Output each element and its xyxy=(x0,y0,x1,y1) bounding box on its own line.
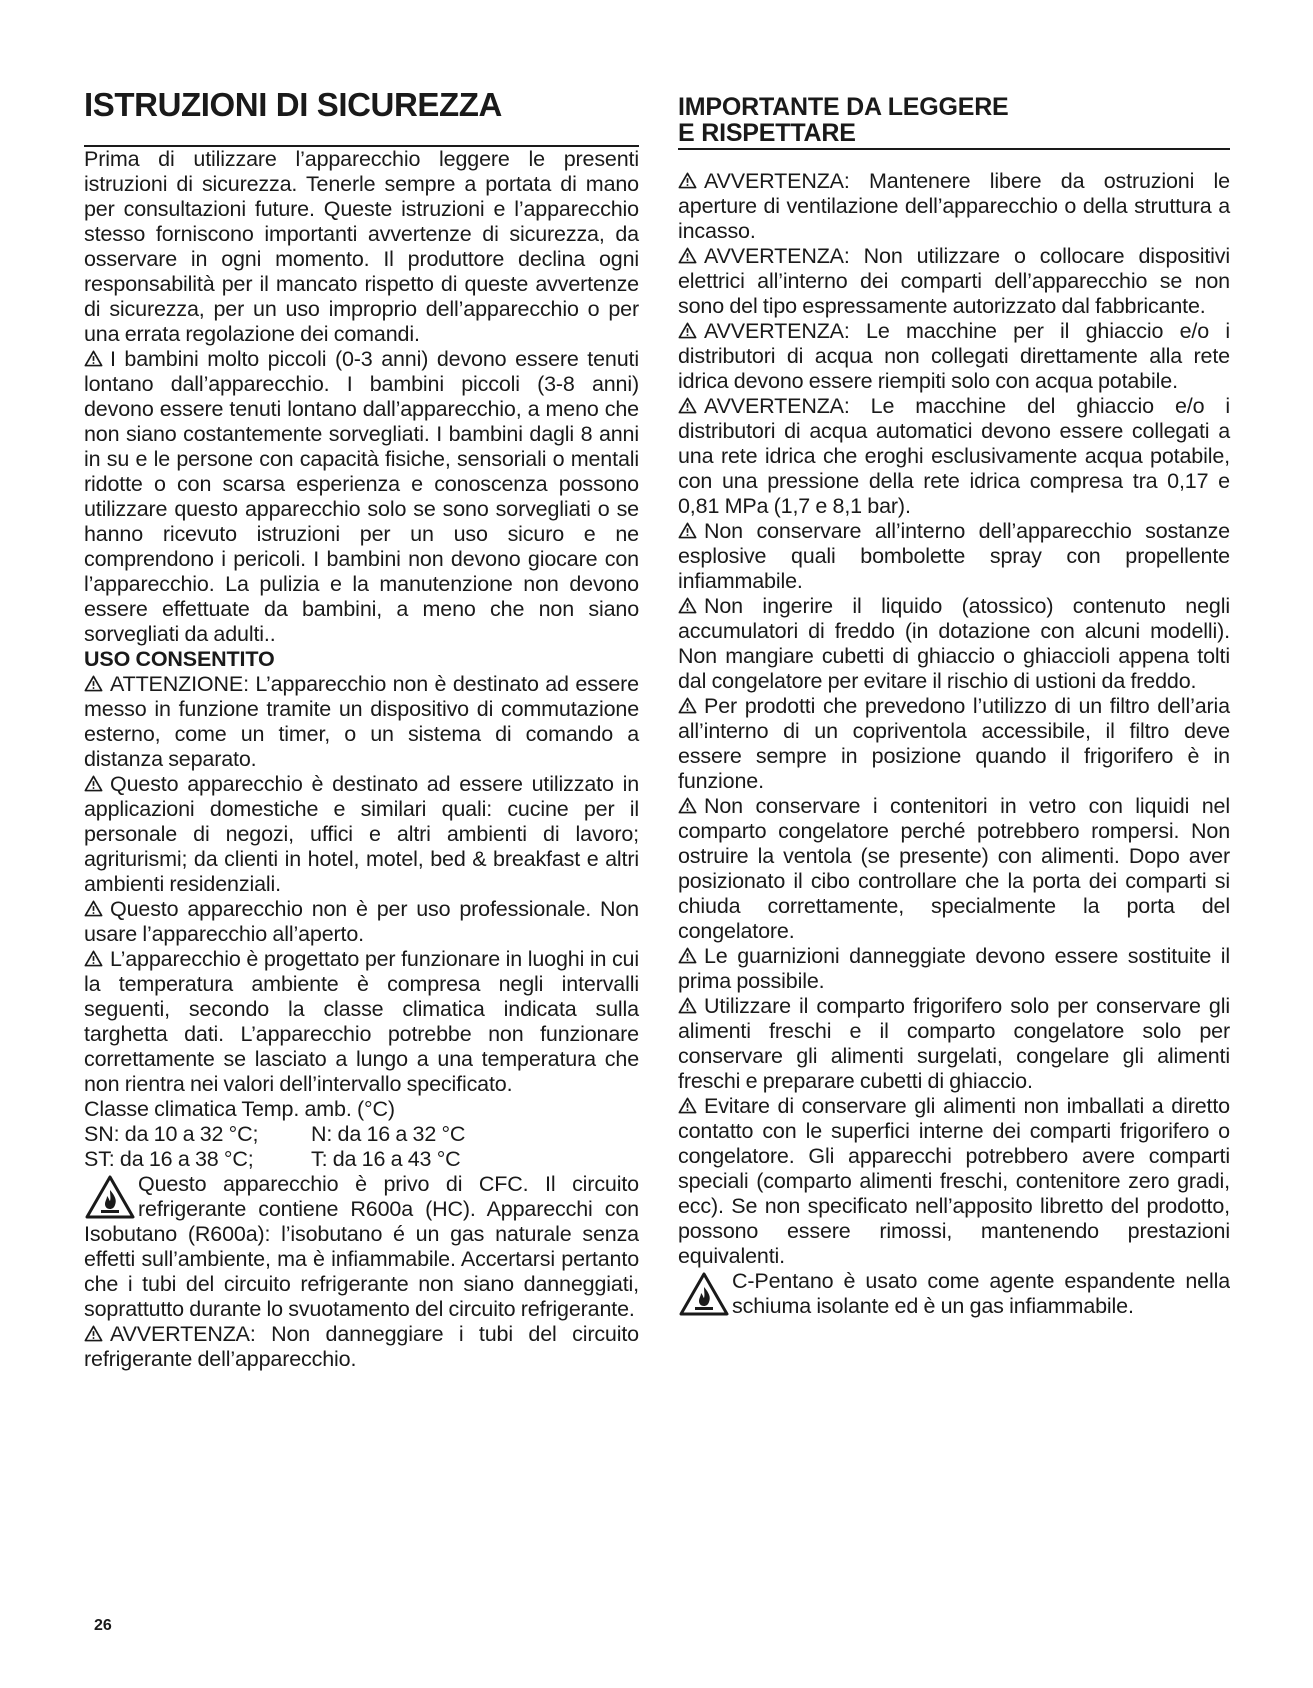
climate-table xyxy=(84,1097,639,1172)
warning-icon xyxy=(84,1325,103,1342)
warning-icon xyxy=(678,697,697,714)
cfc-text: Questo apparecchio è privo di CFC. Il circuito refrigerante contiene R600a (HC). Apparecchi con Isobutano (R600a): l’isobutano é un gas naturale senza effetti sull’ambiente, ma è infiammabile. Accertarsi pertanto che i tubi del circuito refrigerante non siano danneggiati, soprattutto durante lo svuotamento del circuito refrigerante. xyxy=(84,1172,639,1321)
warning-icon xyxy=(678,247,697,264)
compartments-text: Utilizzare il comparto frigorifero solo per conservare gli alimenti freschi e il comparto congelatore solo per conservare gli alimenti surgelati, congelare gli alimenti freschi e preparare cubetti di ghiaccio. xyxy=(678,994,1230,1093)
domestic-warning xyxy=(84,772,639,897)
attenzione-text: ATTENZIONE: L’apparecchio non è destinato ad essere messo in funzione tramite un dispositivo di commutazione esterno, come un timer, o un sistema di comando a distanza separato. xyxy=(84,672,639,771)
domestic-text: Questo apparecchio è destinato ad essere utilizzato in applicazioni domestiche e similari quali: cucine per il personale di negozi, uffici e altri ambienti di lavoro; agriturismi; da clienti in hotel, motel, bed & breakfast e altri ambienti residenziali. xyxy=(84,772,639,896)
ice-pressure-warning xyxy=(678,394,1230,519)
climate-st: ST: da 16 a 38 °C; xyxy=(84,1147,254,1171)
left-column xyxy=(84,84,639,1372)
flammable-warning-icon xyxy=(84,1174,136,1220)
section-title-line2: E RISPETTARE xyxy=(678,119,856,147)
ventilation-warning xyxy=(678,169,1230,244)
warning-icon xyxy=(84,350,103,367)
electrical-text: AVVERTENZA: Non utilizzare o collocare dispositivi elettrici all’interno dei comparti dell’apparecchio se non sono del tipo espressamente autorizzato dal fabbricante. xyxy=(678,244,1230,318)
ice-pressure-text: AVVERTENZA: Le macchine del ghiaccio e/o i distributori di acqua automatici devono essere collegati a una rete idrica che eroghi esclusivamente acqua potabile, con una pressione della rete idrica compresa tra 0,17 e 0,81 MPa (1,7 e 8,1 bar). xyxy=(678,394,1230,518)
right-body xyxy=(678,169,1230,1319)
page-title: ISTRUZIONI DI SICUREZZA xyxy=(84,86,502,123)
ingest-text: Non ingerire il liquido (atossico) contenuto negli accumulatori di freddo (in dotazione con alcuni modelli). Non mangiare cubetti di ghiaccio o ghiaccioli appena tolti dal congelatore per evitare il rischio di ustioni da freddo. xyxy=(678,594,1230,693)
temperature-text: L’apparecchio è progettato per funzionare in luoghi in cui la temperatura ambiente è compresa negli intervalli seguenti, secondo la classe climatica indicata sulla targhetta dati. L’apparecchio potrebbe non funzionare correttamente se lasciato a lungo a una temperatura che non rientra nei valori dell’intervallo specificato. xyxy=(84,947,639,1096)
no-damage-text: AVVERTENZA: Non danneggiare i tubi del circuito refrigerante dell’apparecchio. xyxy=(84,1322,639,1371)
warning-icon xyxy=(678,1097,697,1114)
intro-paragraph: Prima di utilizzare l’apparecchio leggere le presenti istruzioni di sicurezza. Tenerle sempre a portata di mano per consultazioni future. Queste istruzioni e l’apparecchio stesso forniscono importanti avvertenze di sicurezza, da osservare in ogni momento. Il produttore declina ogni responsabilità per il mancato rispetto di queste avvertenze di sicurezza, per un uso improprio dell’apparecchio o per una errata regolazione dei comandi. xyxy=(84,147,639,346)
climate-sn: SN: da 10 a 32 °C; xyxy=(84,1122,259,1146)
explosive-warning xyxy=(678,519,1230,594)
glass-warning xyxy=(678,794,1230,944)
climate-row xyxy=(84,1122,639,1147)
left-body xyxy=(84,147,639,1372)
climate-n: N: da 16 a 32 °C xyxy=(311,1122,466,1146)
temperature-warning xyxy=(84,947,639,1097)
filter-warning xyxy=(678,694,1230,794)
glass-text: Non conservare i contenitori in vetro con liquidi nel comparto congelatore perché potrebbero rompersi. Non ostruire la ventola (se presente) con alimenti. Dopo aver posizionato il cibo controllare che la porta dei comparti si chiuda correttamente, specialmente la porta del congelatore. xyxy=(678,794,1230,943)
warning-icon xyxy=(678,322,697,339)
pentane-warning xyxy=(678,1269,1230,1319)
not-professional-warning xyxy=(84,897,639,947)
climate-t: T: da 16 a 43 °C xyxy=(311,1147,461,1171)
page-number: 26 xyxy=(94,1617,112,1634)
warning-icon xyxy=(678,997,697,1014)
gaskets-warning xyxy=(678,944,1230,994)
warning-icon xyxy=(84,775,103,792)
ice-potable-text: AVVERTENZA: Le macchine per il ghiaccio e/o i distributori di acqua non collegati direttamente alla rete idrica devono essere riempiti solo con acqua potabile. xyxy=(678,319,1230,393)
warning-icon xyxy=(84,675,103,692)
warning-icon xyxy=(678,172,697,189)
uso-consentito-heading: USO CONSENTITO xyxy=(84,647,275,671)
not-professional-text: Questo apparecchio non è per uso professionale. Non usare l’apparecchio all’aperto. xyxy=(84,897,639,946)
unpacked-text: Evitare di conservare gli alimenti non imballati a diretto contatto con le superfici interne dei comparti frigorifero o congelatore. Gli apparecchi potrebbero avere comparti speciali (comparto alimenti freschi, contenitore zero gradi, ecc). Se non specificato nell’apposito libretto del prodotto, possono essere rimossi, mantenendo prestazioni equivalenti. xyxy=(678,1094,1230,1268)
ingest-warning xyxy=(678,594,1230,694)
warning-icon xyxy=(84,900,103,917)
flammable-warning-icon xyxy=(678,1271,730,1317)
electrical-warning xyxy=(678,244,1230,319)
warning-icon xyxy=(678,597,697,614)
cfc-warning xyxy=(84,1172,639,1322)
climate-header: Classe climatica Temp. amb. (°C) xyxy=(84,1097,395,1121)
section-title xyxy=(678,84,1230,150)
section-title-line1: IMPORTANTE DA LEGGERE xyxy=(678,93,1009,121)
warning-icon xyxy=(678,522,697,539)
gaskets-text: Le guarnizioni danneggiate devono essere sostituite il prima possibile. xyxy=(678,944,1230,993)
filter-text: Per prodotti che prevedono l’utilizzo di un filtro dell’aria all’interno di un copriventola accessibile, il filtro deve essere sempre in posizione quando il frigorifero è in funzione. xyxy=(678,694,1230,793)
ice-potable-warning xyxy=(678,319,1230,394)
warning-icon xyxy=(678,947,697,964)
warning-icon xyxy=(678,797,697,814)
ventilation-text: AVVERTENZA: Mantenere libere da ostruzioni le aperture di ventilazione dell’apparecchio o della struttura a incasso. xyxy=(678,169,1230,243)
unpacked-warning xyxy=(678,1094,1230,1269)
pentane-text: C-Pentano è usato come agente espandente nella schiuma isolante ed è un gas infiammabile. xyxy=(732,1269,1230,1318)
attenzione-warning xyxy=(84,672,639,772)
compartments-warning xyxy=(678,994,1230,1094)
explosive-text: Non conservare all’interno dell’apparecchio sostanze esplosive quali bombolette spray con propellente infiammabile. xyxy=(678,519,1230,593)
warning-icon xyxy=(678,397,697,414)
no-damage-warning xyxy=(84,1322,639,1372)
warning-icon xyxy=(84,950,103,967)
children-text: I bambini molto piccoli (0-3 anni) devono essere tenuti lontano dall’apparecchio. I bambini piccoli (3-8 anni) devono essere tenuti lontano dall’apparecchio, a meno che non siano costantemente sorvegliati. I bambini dagli 8 anni in su e le persone con capacità fisiche, sensoriali o mentali ridotte o con scarsa esperienza e conoscenza possono utilizzare questo apparecchio solo se sono sorvegliati o se hanno ricevuto istruzioni per un uso sicuro e ne comprendono i pericoli. I bambini non devono giocare con l’apparecchio. La pulizia e la manutenzione non devono essere effettuate da bambini, a meno che non siano sorvegliati da adulti.. xyxy=(84,347,639,646)
climate-row xyxy=(84,1147,639,1172)
children-warning xyxy=(84,347,639,647)
right-column xyxy=(678,84,1230,1319)
